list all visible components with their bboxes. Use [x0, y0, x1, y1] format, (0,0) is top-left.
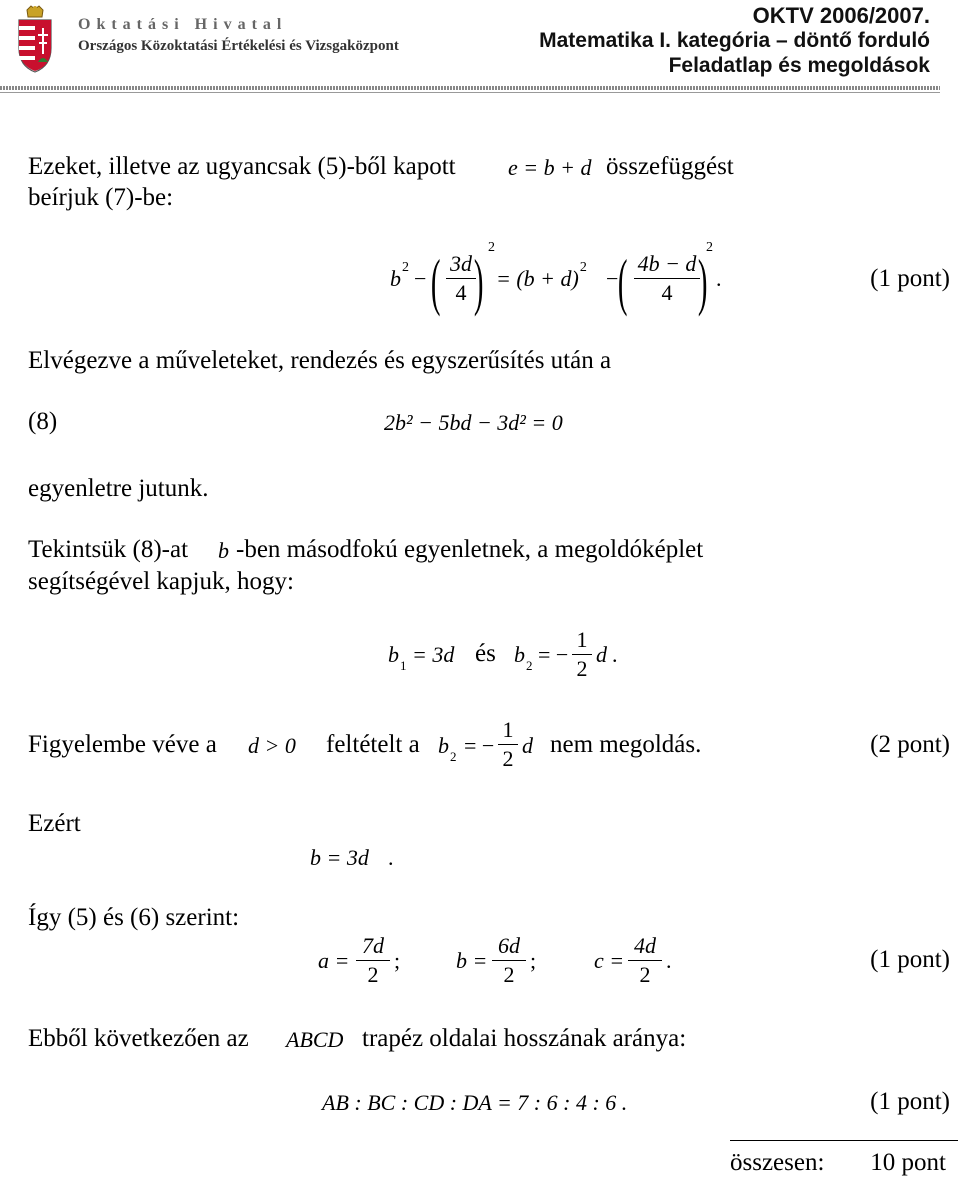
para1-line2: beírjuk (7)-be:: [28, 184, 174, 211]
eq8-label: (8): [28, 408, 58, 435]
eq7-exp-2: 2: [706, 240, 713, 255]
total-value: 10 pont: [870, 1149, 946, 1176]
para4-line1a: Tekintsük (8)-at: [28, 536, 189, 563]
para1-line1-end: összefüggést: [606, 153, 734, 180]
para5-fraction: 1 2: [498, 718, 518, 771]
para6-text-b: trapéz oldalai hosszának aránya:: [362, 1025, 687, 1052]
ratio-formula: AB : BC : CD : DA = 7 : 6 : 4 : 6 .: [322, 1090, 628, 1115]
para5-points: (2 pont): [870, 731, 950, 758]
org-name: O k t a t á s i H i v a t a l: [78, 16, 283, 33]
ratio-points: (1 pont): [870, 1088, 950, 1115]
igy-c-fraction: 4d 2: [628, 934, 662, 987]
eq7-middle: = $(b + d)^2$: [496, 260, 587, 291]
para5-b2: $b_2$: [438, 733, 457, 764]
para4-var-b: b: [218, 538, 229, 563]
igy-a-fraction: 7d 2: [356, 934, 390, 987]
competition-title: OKTV 2006/2007.: [752, 3, 930, 28]
total-label: összesen:: [730, 1149, 825, 1176]
eq7-paren-open-2: (: [617, 246, 628, 317]
para4-line2: segítségével kapjuk, hogy:: [28, 568, 294, 595]
eq7-points: (1 pont): [870, 265, 950, 292]
eq7-minus: −: [414, 266, 427, 291]
ezert-label: Ezért: [28, 810, 81, 837]
para5-text-a: Figyelembe véve a: [28, 731, 217, 758]
para6-abcd: ABCD: [286, 1027, 344, 1052]
eq7-fraction-2: 4b − d 4: [634, 252, 700, 305]
root-b1: $b_1$: [388, 642, 407, 673]
ezert-dot: .: [388, 845, 394, 870]
igy-dot: .: [666, 948, 672, 973]
igy-sep1: ;: [394, 948, 401, 973]
igy-c: c =: [594, 948, 625, 973]
roots-es: és: [475, 640, 496, 667]
igy-b: b =: [456, 948, 488, 973]
header-rule-thin: [0, 92, 940, 93]
crest-logo: [14, 4, 56, 74]
eq7-exp-1: 2: [488, 240, 495, 255]
para6-text-a: Ebből következően az: [28, 1025, 249, 1052]
formula-e-b-d: e = b + d: [508, 155, 592, 180]
para4-line1b: -ben másodfokú egyenletnek, a megoldóképlet: [236, 536, 704, 563]
total-rule: [730, 1140, 958, 1141]
document-type: Feladatlap és megoldások: [668, 54, 930, 77]
igy-sep2: ;: [530, 948, 537, 973]
para3: egyenletre jutunk.: [28, 475, 209, 502]
eq7-dot: .: [716, 266, 722, 291]
root-b1-value: = 3d: [412, 642, 455, 667]
eq7-paren-close-1: ): [473, 246, 484, 317]
ezert-formula: b = 3d: [310, 845, 369, 870]
igy-label: Így (5) és (6) szerint:: [28, 904, 240, 931]
eq7-fraction-1: 3d 4: [446, 252, 476, 305]
para5-eq: = −: [464, 733, 495, 758]
para2: Elvégezve a műveleteket, rendezés és egyszerűsítés után a: [28, 347, 612, 374]
root-b2-eq: = −: [538, 642, 569, 667]
igy-points: (1 pont): [870, 946, 950, 973]
category-title: Matematika I. kategória – döntő forduló: [539, 29, 930, 52]
header-rule: [0, 86, 940, 90]
root-b2-fraction: 1 2: [572, 628, 592, 681]
root-b2-d: d: [596, 642, 607, 667]
eq7-paren-open-1: (: [430, 246, 441, 317]
org-subtitle: Országos Közoktatási Értékelési és Vizsgaközpont: [78, 38, 399, 54]
igy-b-fraction: 6d 2: [492, 934, 526, 987]
igy-a: a =: [318, 948, 350, 973]
para5-text-c: nem megoldás.: [550, 731, 702, 758]
para5-d: d: [522, 733, 533, 758]
eq7-minus-2: −: [606, 266, 619, 291]
roots-dot: .: [612, 642, 618, 667]
para5-text-b: feltételt a: [326, 731, 420, 758]
para5-condition: d > 0: [248, 733, 296, 758]
eq7-b: $b^2$: [390, 260, 409, 291]
eq8-formula: 2b² − 5bd − 3d² = 0: [384, 410, 563, 435]
eq7-paren-close-2: ): [697, 246, 708, 317]
root-b2: $b_2$: [514, 642, 533, 673]
para1-line1: Ezeket, illetve az ugyancsak (5)-ből kapott: [28, 153, 456, 180]
